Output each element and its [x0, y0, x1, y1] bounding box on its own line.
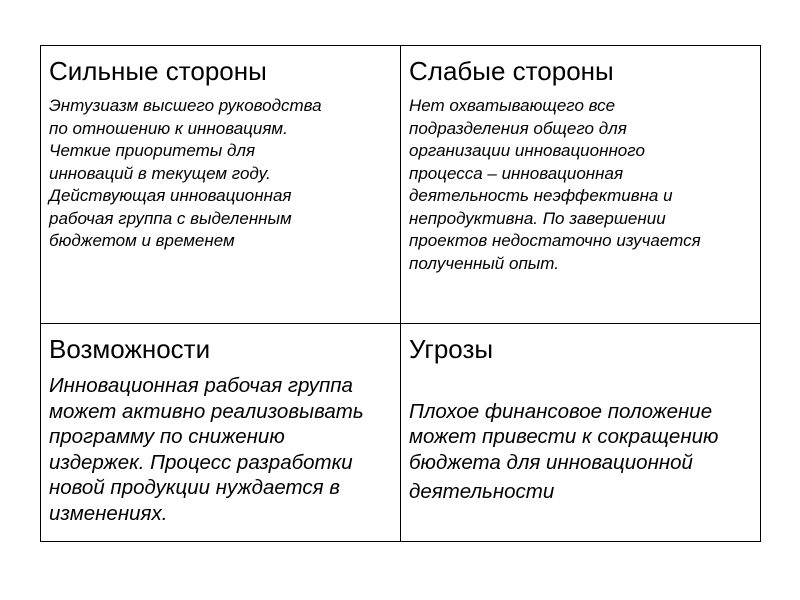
- swot-row-top: [41, 46, 761, 324]
- threats-text-last-line: деятельности: [409, 480, 555, 503]
- strengths-title: Сильные стороны: [49, 56, 267, 86]
- weaknesses-text: Нет охватывающего все подразделения общего для организации инновационного процесса – инновационная деятельность неэффективна и непродуктивна. По завершении проектов недостаточно изучается полученный опыт.: [409, 96, 701, 273]
- weaknesses-cell: [401, 46, 761, 324]
- strengths-cell: [41, 46, 401, 324]
- opportunities-cell: [41, 324, 401, 542]
- swot-row-bottom: [41, 324, 761, 542]
- swot-table: [40, 45, 761, 542]
- threats-text: Плохое финансовое положение может привести к сокращению бюджета для инновационной: [409, 399, 719, 474]
- weaknesses-title: Слабые стороны: [409, 56, 614, 86]
- strengths-text: Энтузиазм высшего руководства по отношению к инновациям. Четкие приоритеты для инноваций в текущем году. Действующая инновационная рабочая группа с выделенным бюджетом и временем: [49, 96, 322, 250]
- opportunities-text: Инновационная рабочая группа может активно реализовывать программу по снижению издержек. Процесс разработки новой продукции нуждается в изменениях.: [49, 374, 364, 525]
- threats-text-block: [409, 373, 754, 530]
- opportunities-title: Возможности: [49, 334, 211, 364]
- threats-title: Угрозы: [409, 334, 494, 364]
- threats-cell: [401, 324, 761, 542]
